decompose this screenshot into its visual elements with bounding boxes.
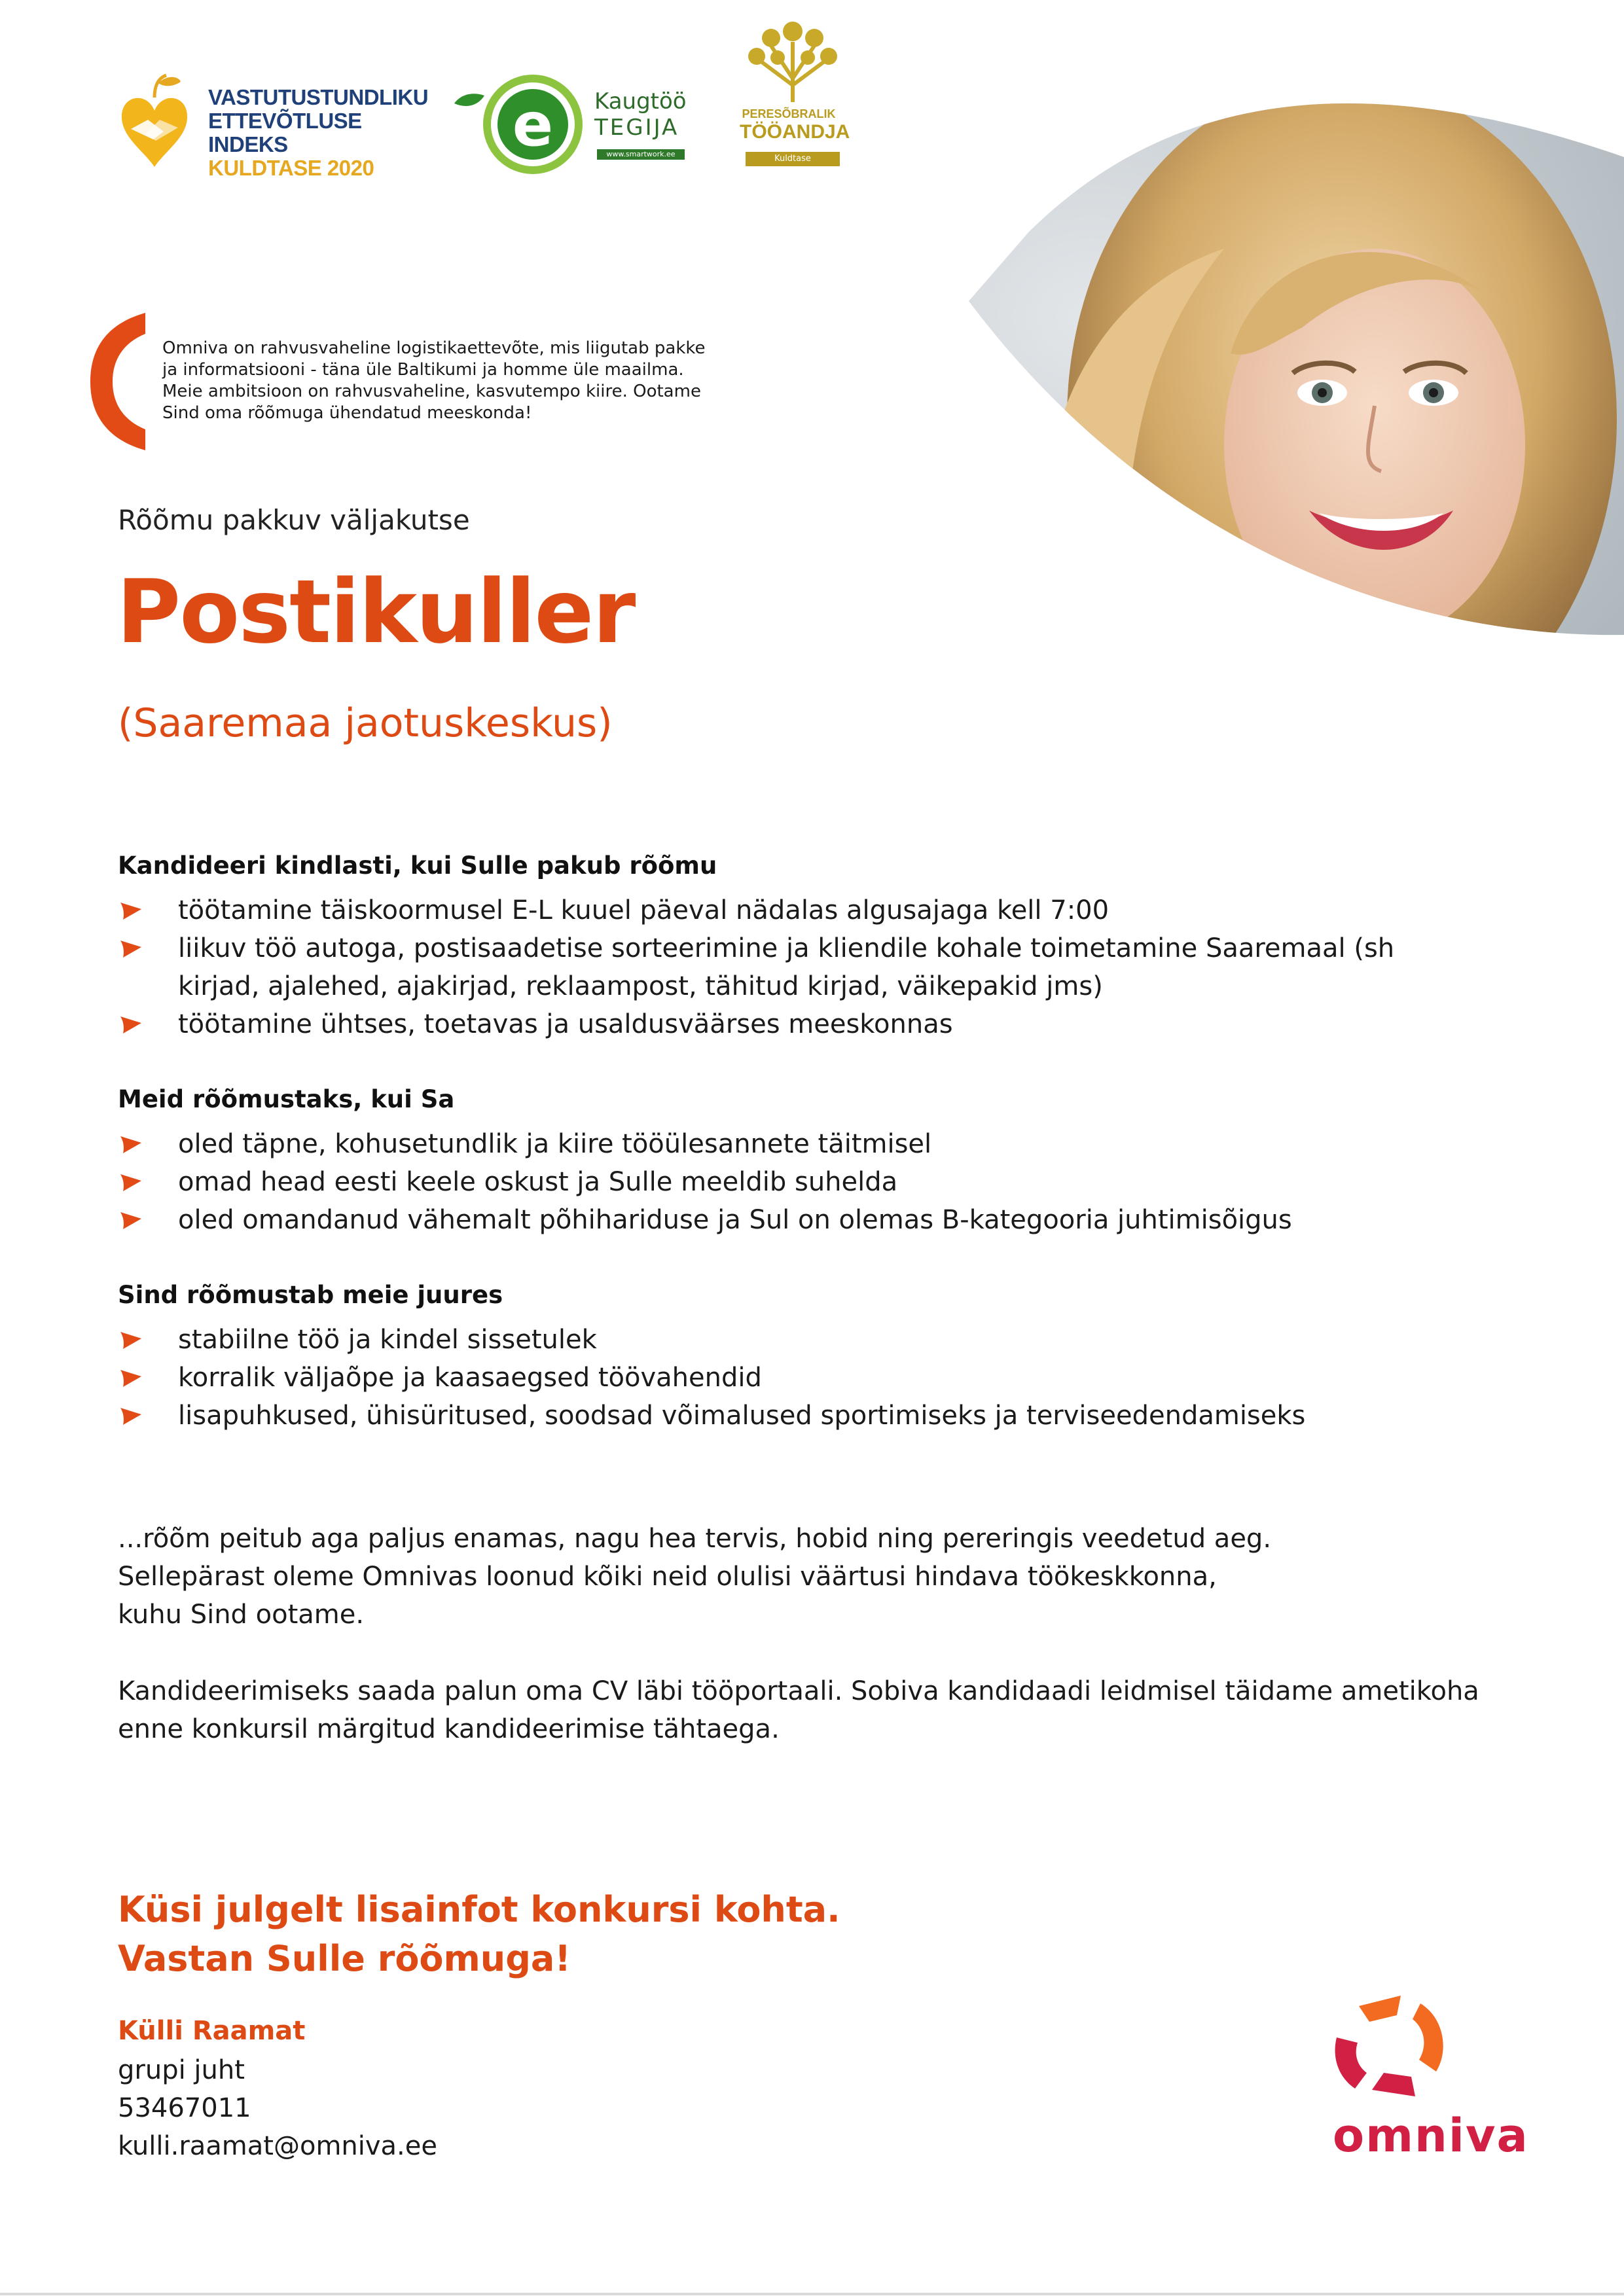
svg-text:e: e: [512, 90, 554, 160]
kaugtoo-line1: Kaugtöö: [594, 88, 687, 115]
closing-line: Sellepärast oleme Omnivas loonud kõiki neid olulisi väärtusi hindava töökeskkonna,: [118, 1562, 1217, 1592]
bullet-arrow-icon: [118, 900, 144, 921]
section-title: Kandideeri kindlasti, kui Sulle pakub rõõmu: [118, 852, 717, 880]
vei-line2: ETTEVÕTLUSE INDEKS: [208, 109, 362, 156]
cta-line: Vastan Sulle rõõmuga!: [118, 1938, 571, 1979]
bullet-arrow-icon: [118, 1210, 144, 1230]
bullet-arrow-icon: [118, 938, 144, 959]
list-item: oled omandanud vähemalt põhihariduse ja Sul on olemas B-kategooria juhtimisõigus: [118, 1201, 1479, 1239]
contact-email[interactable]: kulli.raamat@omniva.ee: [118, 2131, 437, 2161]
section-title: Sind rõõmustab meie juures: [118, 1281, 503, 1309]
omniva-logo-icon: [1329, 1986, 1453, 2104]
vei-logo: [118, 69, 432, 180]
kaugtoo-url: www.smartwork.ee: [597, 149, 685, 160]
section-title: Meid rõõmustaks, kui Sa: [118, 1085, 455, 1113]
page-title: Postikuller: [117, 561, 635, 663]
e-leaf-icon: [452, 65, 589, 178]
list-item: korralik väljaõpe ja kaasaegsed töövahendid: [118, 1359, 1479, 1397]
contact-role: grupi juht: [118, 2055, 245, 2085]
contact-phone[interactable]: 53467011: [118, 2093, 251, 2123]
bullet-arrow-icon: [118, 1134, 144, 1155]
list-item: oled täpne, kohusetundlik ja kiire tööülesannete täitmisel: [118, 1125, 1479, 1163]
bullet-arrow-icon: [118, 1367, 144, 1388]
list-item: lisapuhkused, ühisüritused, soodsad võimalused sportimiseks ja terviseedendamiseks: [118, 1397, 1479, 1435]
list-item: liikuv töö autoga, postisaadetise sorteerimine ja kliendile kohale toimetamine Saaremaal (sh kirjad, ajalehed, ajakirjad, reklaampost, tähitud kirjad, väikepakid jms): [118, 929, 1479, 1005]
cta-line: Küsi julgelt lisainfot konkursi kohta.: [118, 1889, 840, 1930]
closing-line: ...rõõm peitub aga paljus enamas, nagu hea tervis, hobid ning pereringis veedetud aeg.: [118, 1524, 1272, 1554]
list-item: stabiilne töö ja kindel sissetulek: [118, 1321, 1479, 1359]
vei-line3: KULDTASE 2020: [208, 156, 374, 180]
intro-bracket: [90, 313, 149, 450]
bullet-arrow-icon: [118, 1014, 144, 1035]
hero-photo: [805, 79, 1624, 759]
intro-text: Omniva on rahvusvaheline logistikaettevõte, mis liigutab pakke ja informatsiooni - täna üle Baltikumi ja homme üle maailma. Meie ambitsioon on rahvusvaheline, kasvutempo kiire. Ootame Sind oma rõõmuga ühendatud meeskonda!: [162, 338, 706, 423]
closing-paragraph-2: [118, 1672, 1492, 1748]
section-offer: [118, 850, 1479, 1043]
kaugtoo-line2: TEGIJA: [594, 115, 679, 141]
closing-line: Kandideerimiseks saada palun oma CV läbi tööportaali. Sobiva kandidaadi leidmisel täidame ametikoha: [118, 1676, 1479, 1706]
closing-line: kuhu Sind ootame.: [118, 1600, 365, 1630]
bullet-arrow-icon: [118, 1329, 144, 1350]
kaugtoo-text: [594, 88, 687, 141]
closing-line: enne konkursil märgitud kandideerimise tähtaega.: [118, 1714, 780, 1744]
page-subtitle: Rõõmu pakkuv väljakutse: [118, 504, 470, 536]
peresobralik-line2: TÖÖANDJA: [740, 121, 850, 143]
bullet-arrow-icon: [118, 1405, 144, 1426]
section-benefits: [118, 1279, 1479, 1435]
peresobralik-badge: Kuldtase: [746, 152, 840, 166]
job-location: (Saaremaa jaotuskeskus): [118, 700, 613, 746]
bottom-divider: [0, 2293, 1624, 2295]
heart-hands-icon: [118, 71, 191, 170]
bullet-arrow-icon: [118, 1172, 144, 1193]
peresobralik-line1: PERESÕBRALIK: [742, 107, 836, 120]
call-to-action: [118, 1885, 840, 1983]
list-item: töötamine täiskoormusel E-L kuuel päeval nädalas algusajaga kell 7:00: [118, 891, 1479, 929]
contact-name: Külli Raamat: [118, 2016, 306, 2046]
vei-line1: VASTUTUSTUNDLIKU: [208, 85, 429, 109]
list-item: töötamine ühtses, toetavas ja usaldusväärses meeskonnas: [118, 1005, 1479, 1043]
closing-paragraph-1: [118, 1520, 1492, 1634]
omniva-wordmark: omniva: [1333, 2109, 1529, 2162]
section-requirements: [118, 1083, 1479, 1239]
list-item: omad head eesti keele oskust ja Sulle meeldib suhelda: [118, 1163, 1479, 1201]
